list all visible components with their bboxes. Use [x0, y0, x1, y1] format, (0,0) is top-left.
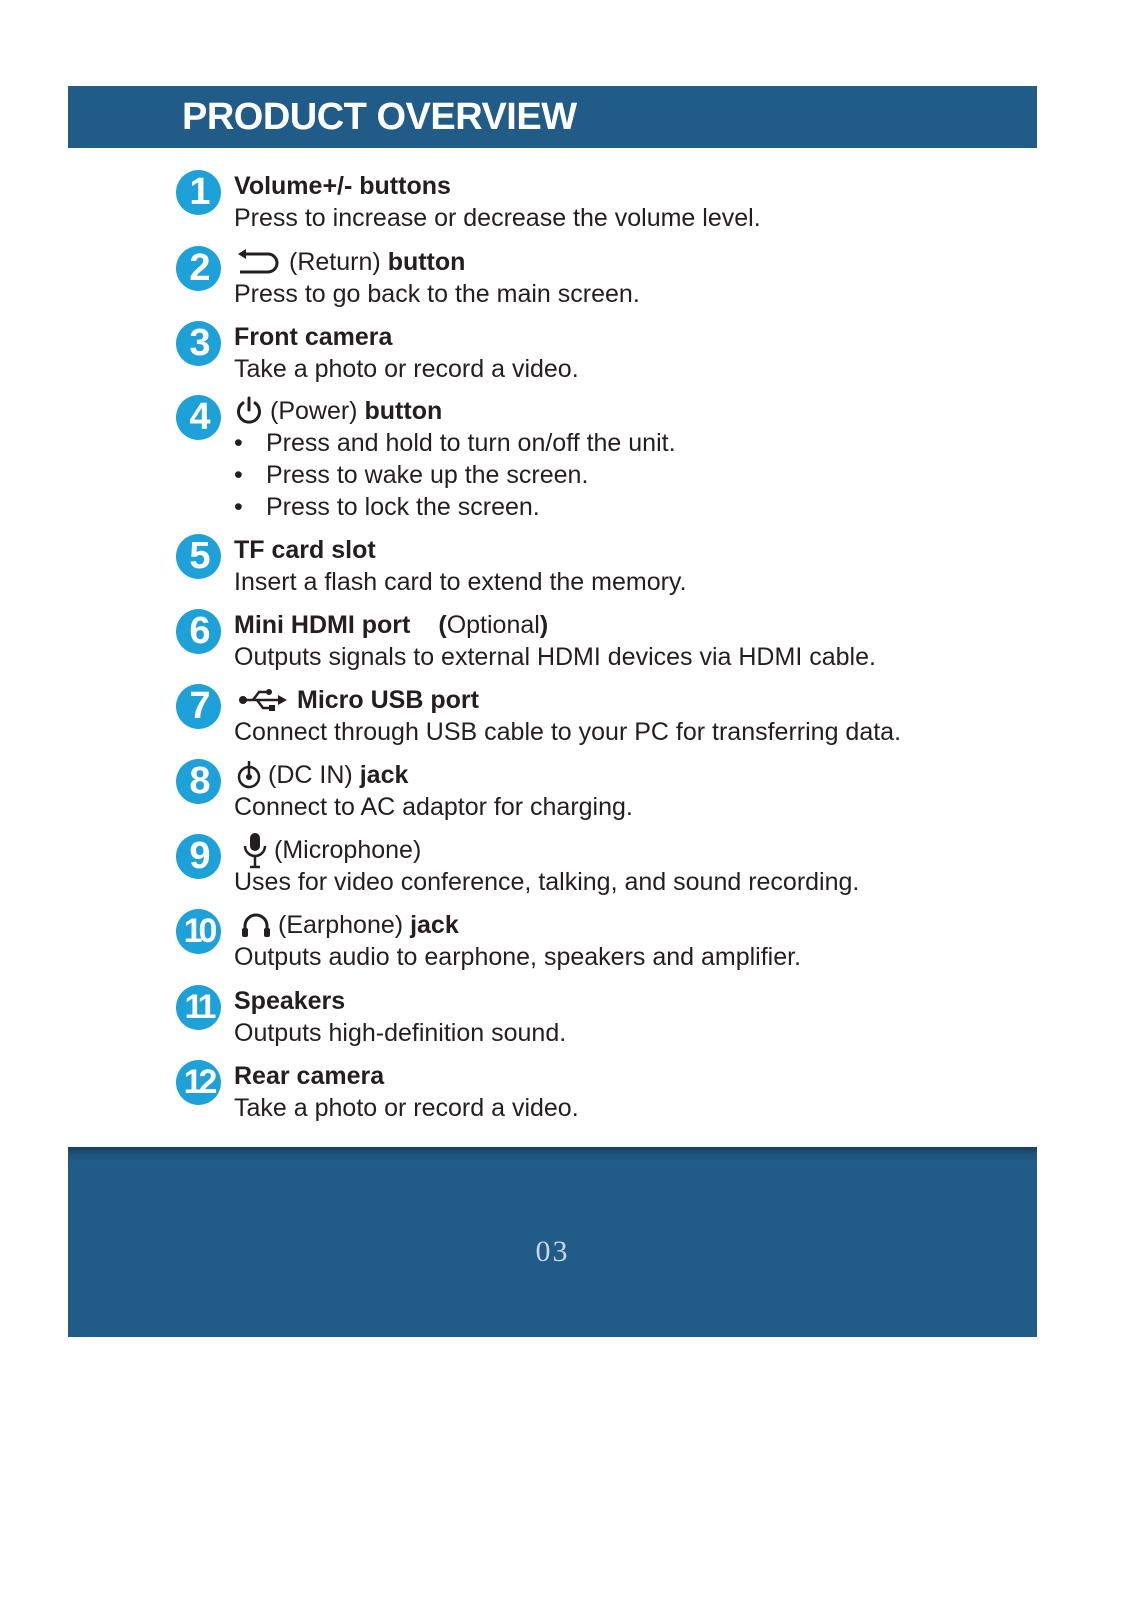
item-title-line: [234, 534, 376, 566]
item-title: Micro USB port: [297, 686, 479, 714]
item-optional-label: Optional: [446, 611, 540, 639]
item-number-badge: 2: [176, 246, 221, 291]
item-description: Take a photo or record a video.: [234, 355, 579, 383]
list-item: • Press and hold to turn on/off the unit.: [234, 427, 676, 459]
item-paren-label: (DC IN): [268, 761, 353, 789]
item-number-badge: 7: [176, 684, 221, 729]
item-title: button: [387, 248, 466, 276]
item-paren-label: (Power): [270, 397, 358, 425]
item-paren-label: (Microphone): [274, 836, 422, 864]
item-title-line: [234, 1060, 384, 1092]
item-title: Front camera: [234, 323, 393, 351]
item-title: Mini HDMI port: [234, 611, 411, 639]
item-title-line: [234, 170, 451, 202]
power-icon: [234, 396, 264, 426]
item-bullet-list: [234, 427, 676, 523]
item-number-badge: 1: [176, 170, 221, 215]
item-description: Insert a flash card to extend the memory.: [234, 568, 687, 596]
item-title: jack: [410, 911, 459, 939]
item-paren-label: (Earphone): [278, 911, 404, 939]
dc-in-icon: [234, 760, 264, 790]
item-description: Outputs audio to earphone, speakers and amplifier.: [234, 943, 802, 971]
item-description: Connect to AC adaptor for charging.: [234, 793, 633, 821]
item-description: Press to increase or decrease the volume level.: [234, 204, 761, 232]
item-open-paren: (: [438, 611, 447, 639]
item-title: Speakers: [234, 987, 346, 1015]
return-icon: [234, 247, 282, 277]
item-number-badge: 4: [176, 395, 221, 440]
item-description: Outputs signals to external HDMI devices via HDMI cable.: [234, 643, 876, 671]
item-description: Outputs high-definition sound.: [234, 1019, 567, 1047]
item-number-badge: 12: [176, 1060, 221, 1105]
item-number-badge: 3: [176, 321, 221, 366]
item-title: Rear camera: [234, 1062, 385, 1090]
item-description: Uses for video conference, talking, and sound recording.: [234, 868, 860, 896]
item-paren-label: (Return): [289, 248, 381, 276]
item-title: jack: [359, 761, 409, 789]
item-title-line: [234, 759, 408, 791]
item-title-line: [234, 246, 465, 278]
item-description: Press to go back to the main screen.: [234, 280, 640, 308]
header-band: [68, 86, 1037, 148]
item-number-badge: 6: [176, 609, 221, 654]
item-description: Connect through USB cable to your PC for transferring data.: [234, 718, 902, 746]
microphone-icon: [240, 831, 270, 869]
item-title: button: [364, 397, 443, 425]
item-title-line: [234, 985, 345, 1017]
item-number-badge: 8: [176, 759, 221, 804]
item-close-paren: ): [539, 611, 549, 639]
usb-icon: [238, 686, 290, 714]
footer-band: [68, 1147, 1037, 1337]
list-item: • Press to wake up the screen.: [234, 459, 676, 491]
item-title: TF card slot: [234, 536, 376, 564]
item-title-line: [234, 321, 392, 353]
item-title-line: [234, 395, 442, 427]
page-title: PRODUCT OVERVIEW: [182, 96, 577, 138]
item-title-line: [234, 834, 421, 866]
item-title: Volume+/- buttons: [234, 172, 451, 200]
item-number-badge: 11: [176, 985, 221, 1030]
page-number: 03: [535, 1235, 570, 1268]
list-item: • Press to lock the screen.: [234, 491, 676, 523]
item-number-badge: 10: [176, 909, 221, 954]
item-number-badge: 9: [176, 834, 221, 879]
item-title-line: [234, 609, 548, 641]
item-title-line: [234, 684, 479, 716]
earphone-icon: [240, 911, 272, 939]
item-number-badge: 5: [176, 534, 221, 579]
item-description: Take a photo or record a video.: [234, 1094, 579, 1122]
item-title-line: [234, 909, 459, 941]
